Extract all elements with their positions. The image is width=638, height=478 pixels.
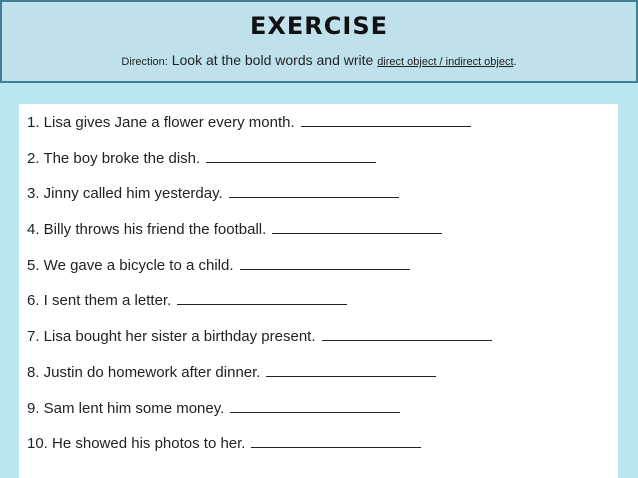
direction-line	[2, 52, 636, 68]
exercise-item-7	[27, 326, 492, 346]
exercise-sheet	[19, 104, 618, 478]
exercise-item-4	[27, 219, 442, 239]
item-text: 6. I sent them a letter.	[27, 292, 172, 309]
exercise-item-2	[27, 148, 376, 168]
exercise-item-6	[27, 290, 347, 310]
answer-blank[interactable]	[229, 183, 399, 198]
direction-text: Look at the bold words and write	[167, 52, 378, 68]
exercise-item-9	[27, 398, 400, 418]
item-text: 9. Sam lent him some money.	[27, 400, 225, 417]
item-text: 2. The boy broke the dish.	[27, 150, 201, 167]
answer-blank[interactable]	[240, 255, 410, 270]
answer-blank[interactable]	[272, 219, 442, 234]
answer-blank[interactable]	[251, 433, 421, 448]
direction-end: .	[513, 56, 517, 68]
item-text: 1. Lisa gives Jane a flower every month.	[27, 114, 295, 131]
exercise-item-10	[27, 433, 421, 453]
exercise-item-3	[27, 183, 399, 203]
answer-blank[interactable]	[230, 398, 400, 413]
answer-blank[interactable]	[177, 290, 347, 305]
page-title: EXERCISE	[250, 12, 388, 40]
answer-blank[interactable]	[266, 362, 436, 377]
item-text: 8. Justin do homework after dinner.	[27, 364, 261, 381]
item-text: 5. We gave a bicycle to a child.	[27, 257, 234, 274]
answer-blank[interactable]	[322, 326, 492, 341]
item-text: 7. Lisa bought her sister a birthday present.	[27, 328, 316, 345]
item-text: 4. Billy throws his friend the football.	[27, 221, 267, 238]
item-text: 10. He showed his photos to her.	[27, 435, 246, 452]
item-text: 3. Jinny called him yesterday.	[27, 185, 223, 202]
direction-label: Direction:	[121, 56, 168, 68]
header-banner	[0, 0, 638, 83]
exercise-item-8	[27, 362, 436, 382]
exercise-item-5	[27, 255, 410, 275]
answer-blank[interactable]	[206, 148, 376, 163]
answer-blank[interactable]	[301, 112, 471, 127]
direction-object-types: direct object / indirect object	[377, 56, 514, 68]
exercise-item-1	[27, 112, 471, 132]
